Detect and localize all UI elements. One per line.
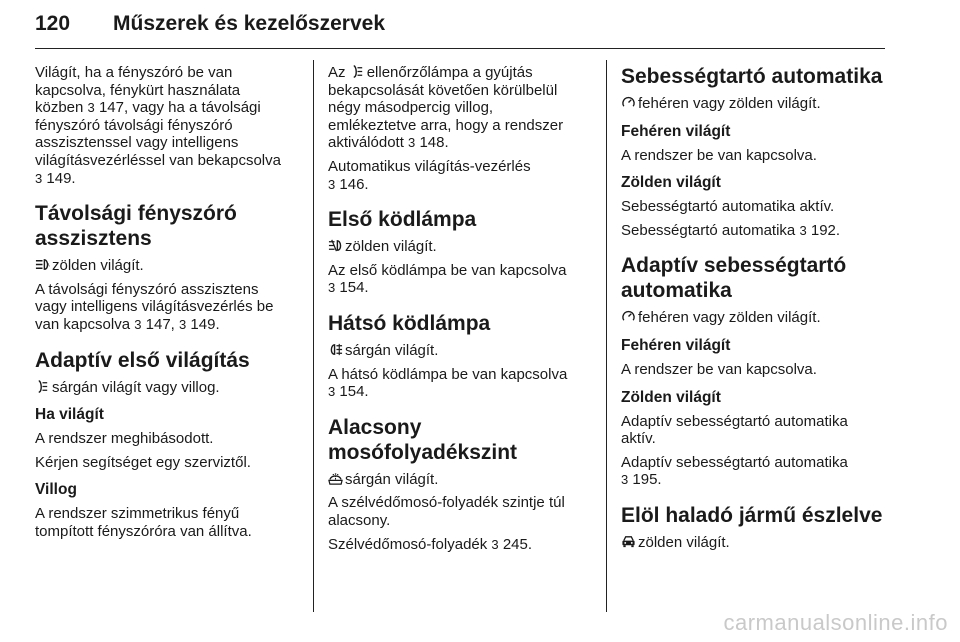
- section-title-vehicle-ahead: Elöl haladó jármű észlelve: [621, 503, 883, 527]
- reference-arrow-icon: 3: [621, 472, 629, 488]
- high-beam-assist-desc: A távolsági fényszóró asszisztens vagy intelligens világításvezérlés be van kapcsolva 3 147, 3 149.: [35, 280, 274, 333]
- section-title-cruise-control: Sebességtartó automatika: [621, 65, 883, 88]
- paragraph: Az első ködlámpa be van kapcsolva 3 154.: [328, 261, 567, 297]
- reference-arrow-icon: 3: [328, 176, 336, 192]
- paragraph: Adaptív sebességtartó automatika 3 195.: [621, 453, 848, 489]
- chapter-title: Műszerek és kezelőszervek: [113, 12, 386, 35]
- subheading-white: Fehéren világít: [621, 122, 731, 140]
- reference-arrow-icon: 3: [491, 536, 499, 552]
- paragraph: Szélvédőmosó-folyadék 3 245.: [328, 535, 533, 553]
- washer-fluid-status: sárgán világít.: [328, 471, 596, 489]
- reference-arrow-icon: 3: [87, 100, 95, 116]
- vehicle-ahead-icon: [621, 534, 636, 549]
- front-fog-lamp-icon: [328, 238, 343, 253]
- reference-arrow-icon: 3: [328, 384, 336, 400]
- intro-paragraph: Világít, ha a fényszóró be van kapcsolva, fénykürt használata közben 3 147, vagy ha a távolsági fényszóró távolsági fényszóró asszisztenssel vagy intelligens világításvezérléssel van bekapcsolva 3 149.: [35, 64, 281, 187]
- section-title-adaptive-lighting: Adaptív első világítás: [35, 348, 250, 372]
- column-divider: [313, 60, 314, 612]
- adaptive-cruise-control-icon: [621, 309, 636, 324]
- paragraph: A hátsó ködlámpa be van kapcsolva 3 154.: [328, 365, 568, 401]
- column-divider: [606, 60, 607, 612]
- high-beam-assist-status: A zölden világít.: [35, 257, 303, 275]
- reference-arrow-icon: 3: [35, 170, 43, 186]
- paragraph: A rendszer szimmetrikus fényű tompított fényszóróra van állítva.: [35, 505, 252, 540]
- paragraph: Adaptív sebességtartó automatika aktív.: [621, 412, 848, 448]
- paragraph: Automatikus világítás-vezérlés 3 146.: [328, 157, 531, 193]
- adaptive-lighting-icon: [35, 379, 50, 394]
- paragraph: Kérjen segítséget egy szerviztől.: [35, 453, 251, 471]
- subheading-green: Zölden világít: [621, 388, 721, 406]
- svg-text:A: A: [46, 263, 50, 269]
- intro-paragraph: Az ellenőrzőlámpa a gyújtás bekapcsolását követően körülbelül négy másodpercig villog, emlékeztetve arra, hogy a rendszer aktiválódott 3 148.: [328, 64, 564, 152]
- rear-fog-lamp-icon: [328, 342, 343, 357]
- page-number: 120: [35, 12, 71, 35]
- page-header: [35, 8, 885, 49]
- section-title-rear-fog: Hátsó ködlámpa: [328, 311, 491, 335]
- paragraph: A rendszer be van kapcsolva.: [621, 146, 817, 164]
- section-title-high-beam-assist: Távolsági fényszóró asszisztens: [35, 202, 237, 251]
- subheading-white: Fehéren világít: [621, 336, 731, 354]
- paragraph: A rendszer meghibásodott.: [35, 430, 214, 448]
- adaptive-lighting-status: sárgán világít vagy villog.: [35, 379, 303, 397]
- reference-arrow-icon: 3: [799, 222, 807, 238]
- paragraph: Sebességtartó automatika aktív.: [621, 198, 835, 216]
- column-3: [621, 64, 911, 558]
- section-title-low-washer-fluid: Alacsony mosófolyadékszint: [328, 415, 518, 464]
- rear-fog-status: sárgán világít.: [328, 342, 596, 360]
- reference-arrow-icon: 3: [134, 316, 142, 332]
- adaptive-cruise-status: fehéren vagy zölden világít.: [621, 309, 911, 327]
- paragraph: Sebességtartó automatika 3 192.: [621, 221, 841, 239]
- cruise-control-icon: [621, 95, 636, 110]
- subheading-green: Zölden világít: [621, 174, 721, 192]
- front-fog-status: zölden világít.: [328, 238, 596, 256]
- subheading-flashes: Villog: [35, 481, 77, 499]
- paragraph: A rendszer be van kapcsolva.: [621, 360, 817, 378]
- section-title-adaptive-cruise: Adaptív sebességtartó automatika: [621, 254, 847, 303]
- column-1: [35, 64, 303, 547]
- adaptive-lighting-icon: [350, 64, 365, 79]
- subheading-lights: Ha világít: [35, 406, 104, 424]
- column-2: [328, 64, 596, 559]
- reference-arrow-icon: 3: [408, 135, 416, 151]
- watermark: carmanualsonline.info: [723, 610, 948, 635]
- washer-fluid-icon: [328, 471, 343, 486]
- paragraph: A szélvédőmosó-folyadék szintje túl alacsony.: [328, 494, 565, 529]
- cruise-control-status: fehéren vagy zölden világít.: [621, 95, 911, 113]
- section-title-front-fog: Első ködlámpa: [328, 208, 477, 232]
- high-beam-assist-icon: [35, 257, 50, 272]
- vehicle-ahead-status: zölden világít.: [621, 534, 911, 552]
- reference-arrow-icon: 3: [328, 280, 336, 296]
- reference-arrow-icon: 3: [179, 316, 187, 332]
